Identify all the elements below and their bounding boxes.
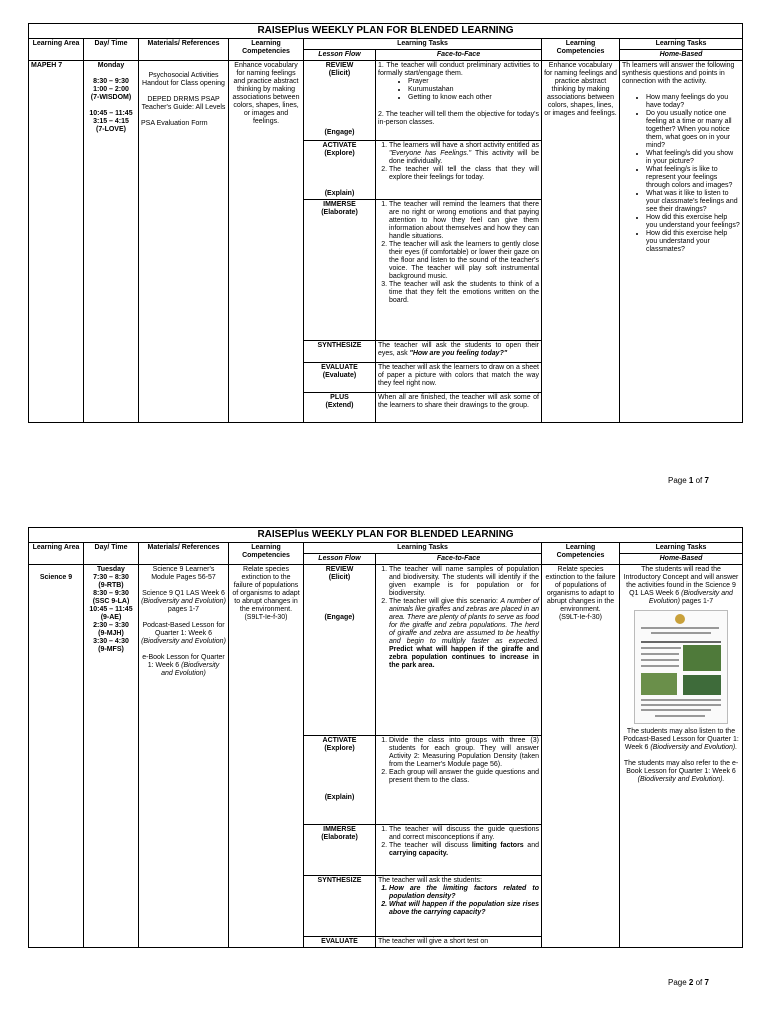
flow-sublabel: (Engage)	[324, 129, 355, 136]
review-item-2	[389, 598, 539, 670]
flow-sublabel: (Engage)	[324, 614, 355, 621]
flow-synthesize	[304, 876, 376, 937]
flow-sublabel: (Elicit)	[328, 70, 351, 77]
activate-item-2: 2. The teacher will tell the class that they will explore their feelings for today.	[389, 166, 539, 182]
term-limiting-factors: limiting factors	[471, 842, 524, 849]
material-text: Science 9 Q1 LAS Week 6	[142, 590, 225, 597]
time-slot: 7:30 – 8:30	[93, 574, 129, 581]
flow-label: SYNTHESIZE	[317, 342, 362, 349]
term-carrying-capacity: carrying capacity.	[389, 850, 449, 857]
header-day-time: Day/ Time	[84, 39, 139, 61]
material-topic: (Biodiversity and Evolution)	[161, 662, 220, 677]
flow-activate	[304, 736, 376, 825]
plan-title: RAISEPlus WEEKLY PLAN FOR BLENDED LEARNING	[29, 24, 743, 39]
f2f-synthesize	[376, 341, 542, 363]
flow-sublabel: (Elaborate)	[321, 834, 358, 841]
flow-sublabel: (Extend)	[325, 402, 354, 409]
immerse-text: The teacher will discuss	[389, 842, 472, 849]
home-item-2	[622, 728, 740, 752]
weekly-plan-table-2	[28, 527, 743, 948]
home-item-3	[622, 760, 740, 784]
home-question: • How many feelings do you have today?	[646, 94, 740, 110]
header-learning-tasks-2: Learning Tasks	[620, 39, 743, 50]
home-text: The students will read the Introductory Concept and will answer the activities found in the Science 9 Q1 LAS Week 6	[623, 566, 739, 597]
page-label: Page	[668, 978, 687, 987]
las-module-thumbnail	[634, 610, 728, 724]
home-based-cell	[620, 61, 743, 423]
review-bullet: • Prayer	[408, 78, 539, 86]
flow-label: ACTIVATE	[322, 142, 357, 149]
home-based-cell	[620, 565, 743, 948]
f2f-synthesize	[376, 876, 542, 937]
home-topic: (Biodiversity and Evolution)	[648, 590, 733, 605]
activate-item-1: 1. Divide the class into groups with three (3) students for each group. They will answer Activity 2: Measuring Population Density (taken from the Learner's Module page 56).	[389, 737, 539, 769]
day-time-cell	[84, 565, 139, 948]
f2f-plus: When all are finished, the teacher will ask some of the learners to share their drawings to the group.	[376, 393, 542, 423]
review-text-1: 1. The teacher will conduct preliminary activities to formally start/engage them.	[378, 62, 539, 77]
flow-review	[304, 61, 376, 141]
header-competencies: Learning Competencies	[229, 39, 304, 61]
material-text: Podcast-Based Lesson for Quarter 1: Week 6	[142, 622, 225, 637]
day-time-cell	[84, 61, 139, 423]
flow-sublabel: (Explain)	[324, 190, 355, 197]
material-item: PSA Evaluation Form	[141, 120, 208, 127]
activate-item-1	[389, 142, 539, 166]
synthesize-text: The teacher will ask the students to open their eyes, ask	[378, 342, 539, 357]
page-of: of	[695, 978, 703, 987]
learning-area-cell	[29, 565, 84, 948]
activate-text: This activity will be done individually.	[389, 150, 539, 165]
flow-sublabel: (Explore)	[324, 745, 355, 752]
material-topic: (Biodiversity and Evolution)	[141, 638, 226, 645]
synthesize-question: 1. How are the limiting factors related to population density?	[389, 885, 539, 901]
immerse-item: 2. The teacher will ask the learners to gently close their eyes (if comfortable) or lower their gaze on the floor and listen to the sound of the teacher's voice. The teacher will play soft instrumental background music.	[389, 241, 539, 281]
f2f-evaluate: The teacher will give a short test on	[376, 937, 542, 948]
time-slot: 3:15 – 4:15	[93, 118, 129, 125]
activate-text: The learners will have a short activity entitled as	[389, 142, 539, 149]
competency-cell	[229, 565, 304, 948]
home-topic: (Biodiversity and Evolution).	[650, 744, 738, 751]
header-materials: Materials/ References	[139, 39, 229, 61]
header-home-based: Home-Based	[620, 554, 743, 565]
immerse-item-1: 1. The teacher will discuss the guide questions and correct misconceptions if any.	[389, 826, 539, 842]
page-number	[668, 476, 709, 485]
flow-sublabel: (Evaluate)	[322, 372, 357, 379]
activate-item-2: 2. Each group will answer the guide questions and present them to the class.	[389, 769, 539, 785]
flow-immerse	[304, 200, 376, 341]
flow-label: REVIEW	[325, 62, 354, 69]
f2f-review	[376, 61, 542, 141]
header-learning-tasks-2: Learning Tasks	[620, 543, 743, 554]
material-topic: (Biodiversity and Evolution)	[141, 598, 226, 605]
page-current: 2	[688, 978, 694, 987]
flow-label: PLUS	[330, 394, 349, 401]
time-slot: 8:30 – 9:30	[93, 78, 129, 85]
day: Tuesday	[97, 566, 125, 573]
immerse-item: 3. The teacher will ask the students to think of a time that they felt the emotions written on the board.	[389, 281, 539, 305]
flow-label: EVALUATE	[321, 364, 358, 371]
plan-title: RAISEPlus WEEKLY PLAN FOR BLENDED LEARNING	[29, 528, 743, 543]
f2f-activate	[376, 736, 542, 825]
flow-review	[304, 565, 376, 736]
page-label: Page	[668, 476, 687, 485]
competency-code: (S9LT-Ie-f-30)	[244, 614, 288, 621]
section-label: (9-MJH)	[98, 630, 124, 637]
activity-title: "Everyone has Feelings."	[389, 150, 472, 157]
flow-immerse	[304, 825, 376, 876]
flow-label: IMMERSE	[323, 826, 356, 833]
home-question: • How did this exercise help you understand your feelings?	[646, 214, 740, 230]
header-learning-area: Learning Area	[29, 543, 84, 565]
learning-area: MAPEH 7	[31, 62, 63, 69]
deped-seal-icon	[675, 614, 685, 624]
time-slot: 8:30 – 9:30	[93, 590, 129, 597]
header-competencies: Learning Competencies	[229, 543, 304, 565]
competency-cell	[229, 61, 304, 423]
flow-plus	[304, 393, 376, 423]
flow-label: IMMERSE	[323, 201, 356, 208]
synthesize-question: "How are you feeling today?"	[409, 350, 508, 357]
immerse-item: 1. The teacher will remind the learners that there are no right or wrong emotions and that paying attention to how they feel can give them information about themselves and how they can handle situations.	[389, 201, 539, 241]
time-slot: 3:30 – 4:30	[93, 638, 129, 645]
time-slot: 2:30 – 3:30	[93, 622, 129, 629]
header-day-time: Day/ Time	[84, 543, 139, 565]
f2f-immerse	[376, 825, 542, 876]
materials-cell	[139, 61, 229, 423]
material-text: pages 1-7	[167, 606, 200, 613]
header-face-to-face: Face-to-Face	[376, 554, 542, 565]
section-label: (SSC 9-LA)	[92, 598, 130, 605]
header-materials: Materials/ References	[139, 543, 229, 565]
flow-sublabel: (Explore)	[324, 150, 355, 157]
flow-label: SYNTHESIZE	[317, 877, 362, 884]
home-topic: (Biodiversity and Evolution).	[637, 776, 725, 783]
flow-evaluate	[304, 363, 376, 393]
review-item-1: 1. The teacher will name samples of population and biodiversity. The students will identify if the given example is for population or for biodiversity.	[389, 566, 539, 598]
competency-text: Enhance vocabulary for naming feelings and practice abstract thinking by making associations between colors, shapes, lines, or images and feelings.	[232, 62, 300, 125]
home-question: • What feeling/s did you show in your picture?	[646, 150, 740, 166]
page-of: of	[695, 476, 703, 485]
material-text: e-Book Lesson for Quarter 1: Week 6	[142, 654, 225, 669]
f2f-review	[376, 565, 542, 736]
material-item: Psychosocial Activities Handout for Class opening	[142, 72, 225, 87]
competency-text-2: Relate species extinction to the failure of populations of organisms to adapt to abrupt changes in the environment.	[545, 566, 616, 613]
competency-cell-2	[542, 565, 620, 948]
review-text: The teacher will give this scenario:	[389, 598, 501, 605]
section-label: (7-LOVE)	[96, 126, 126, 133]
learning-area: Science 9	[39, 574, 73, 581]
flow-label: REVIEW	[325, 566, 354, 573]
header-face-to-face: Face-to-Face	[376, 50, 542, 61]
synthesize-question: 2. What will happen if the population size rises above the carrying capacity?	[389, 901, 539, 917]
time-slot: 1:00 – 2:00	[93, 86, 129, 93]
home-question: • What feeling/s is like to represent your feelings through colors and images?	[646, 166, 740, 190]
header-lesson-flow: Lesson Flow	[304, 50, 376, 61]
flow-label: ACTIVATE	[322, 737, 357, 744]
review-text-2: 2. The teacher will tell them the objective for today's in-person classes.	[378, 111, 539, 126]
flow-activate	[304, 141, 376, 200]
home-text: The students may also refer to the e-Book Lesson for Quarter 1: Week 6	[623, 760, 739, 775]
material-item: DEPED DRRMS PSAP Teacher's Guide: All Levels	[141, 96, 226, 111]
section-label: (9-AE)	[100, 614, 122, 621]
flow-synthesize	[304, 341, 376, 363]
flow-sublabel: (Explain)	[324, 794, 355, 801]
review-bullet: • Kurumustahan	[408, 86, 539, 94]
competency-text: Relate species extinction to the failure of populations of organisms to adapt to abrupt changes in the environment.	[232, 566, 300, 613]
predict-prompt: Predict what will happen if the giraffe and zebra population continues to increase in the park area.	[389, 646, 539, 669]
home-question: • What was it like to listen to your classmate's feelings and see their drawings?	[646, 190, 740, 214]
time-slot: 10:45 – 11:45	[89, 110, 133, 117]
synthesize-intro: The teacher will ask the students:	[378, 877, 482, 884]
home-item-1	[622, 566, 740, 606]
page-current: 1	[688, 476, 694, 485]
home-text: pages 1-7	[680, 598, 714, 605]
f2f-evaluate: The teacher will ask the learners to draw on a sheet of paper a picture with colors that match the way they feel right now.	[376, 363, 542, 393]
flow-sublabel: (Elicit)	[328, 574, 351, 581]
materials-cell	[139, 565, 229, 948]
section-label: (9-MFS)	[98, 646, 124, 653]
header-learning-area: Learning Area	[29, 39, 84, 61]
home-intro: Th learners will answer the following synthesis questions and points in connection with the activity.	[622, 62, 735, 85]
immerse-text: and	[523, 842, 539, 849]
review-bullet: • Getting to know each other	[408, 94, 539, 102]
header-competencies-2: Learning Competencies	[542, 543, 620, 565]
home-question: • Do you usually notice one feeling at a time or many all together? When you notice them, what goes on in your mind?	[646, 110, 740, 150]
material-item: Science 9 Learner's Module Pages 56-57	[151, 566, 216, 581]
immerse-item-2	[389, 842, 539, 858]
day: Monday	[97, 62, 125, 69]
learning-area-cell	[29, 61, 84, 423]
header-home-based: Home-Based	[620, 50, 743, 61]
time-slot: 10:45 – 11:45	[89, 606, 133, 613]
flow-label: EVALUATE	[321, 938, 358, 945]
material-item	[141, 590, 226, 614]
material-item	[141, 622, 226, 646]
scenario-text: A number of animals like giraffes and zebras are placed in an area. There are plenty of plants to serve as food for the giraffe and zebra populations. The herd of giraffe and zebra are assumed to be healthy and begin to multiply faster as expected.	[389, 598, 539, 645]
home-question: • How did this exercise help you understand your classmates?	[646, 230, 740, 254]
section-label: (7-WISDOM)	[90, 94, 132, 101]
page-total: 7	[704, 978, 709, 987]
weekly-plan-table-1	[28, 23, 743, 423]
page-total: 7	[704, 476, 709, 485]
competency-cell-2	[542, 61, 620, 423]
header-lesson-flow: Lesson Flow	[304, 554, 376, 565]
section-label: (9-RTB)	[98, 582, 124, 589]
material-item	[141, 654, 226, 678]
header-competencies-2: Learning Competencies	[542, 39, 620, 61]
header-learning-tasks: Learning Tasks	[304, 39, 542, 50]
competency-text-2: Enhance vocabulary for naming feelings and practice abstract thinking by making associations between colors, shapes, lines, or images and feelings.	[544, 62, 617, 117]
page-number	[668, 978, 709, 987]
competency-code-2: (S9LT-Ie-f-30)	[558, 614, 603, 621]
header-learning-tasks: Learning Tasks	[304, 543, 542, 554]
flow-sublabel: (Elaborate)	[321, 209, 358, 216]
f2f-activate	[376, 141, 542, 200]
flow-evaluate	[304, 937, 376, 948]
f2f-immerse	[376, 200, 542, 341]
home-text: The students may also listen to the Podcast-Based Lesson for Quarter 1: Week 6	[623, 728, 739, 751]
